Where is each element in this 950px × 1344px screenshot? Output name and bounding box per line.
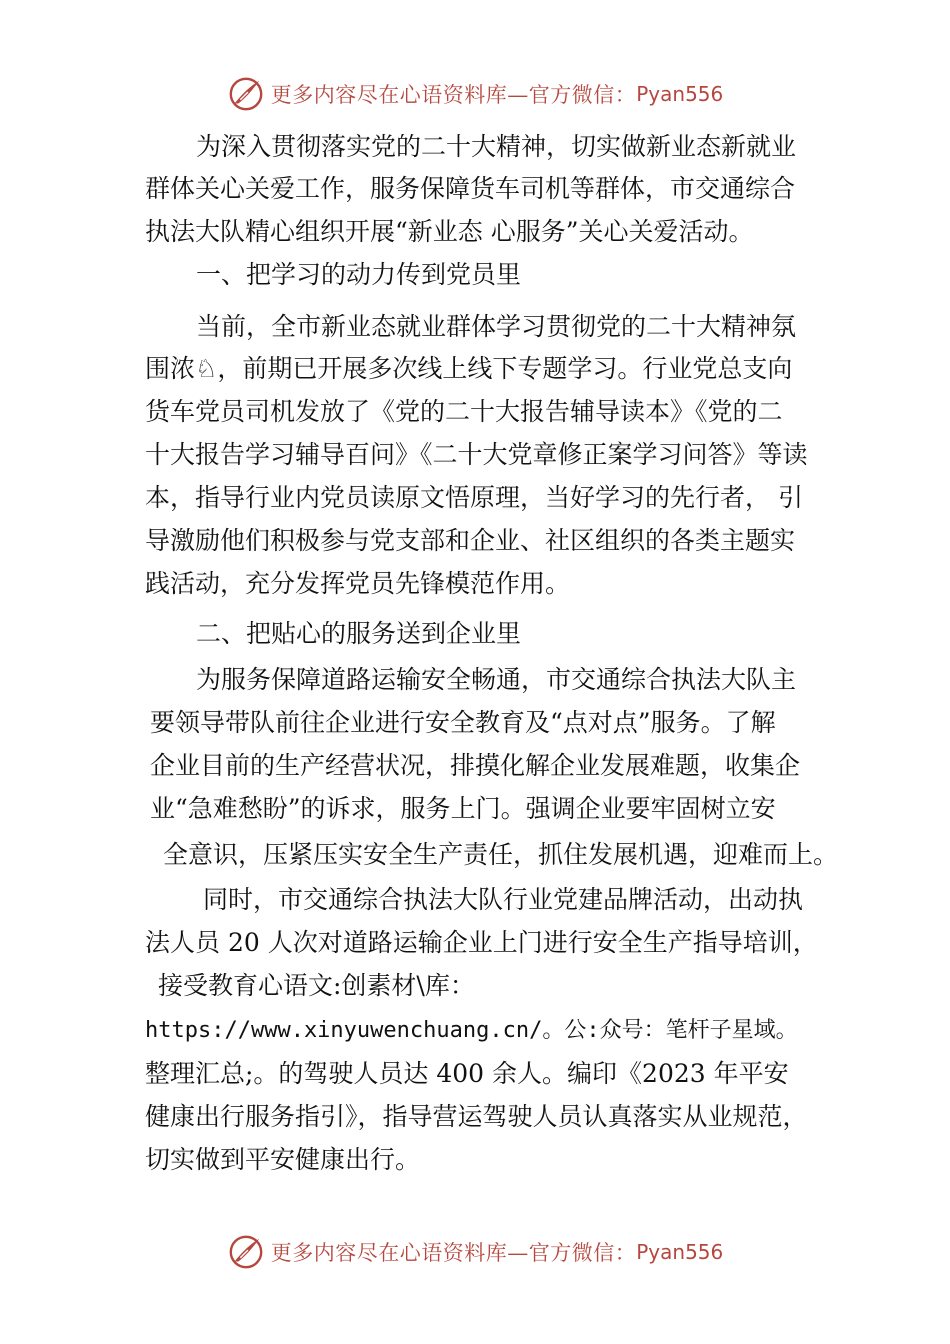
feather-circle-logo-icon [227,1233,265,1271]
banner-text: 更多内容尽在心语资料库—官方微信： [270,83,637,107]
paragraph-line: 执法大队精心组织开展“新业态 心服务”关心关爱活动。 [145,217,754,246]
paragraph-line: 群体关心关爱工作，服务保障货车司机等群体，市交通综合 [145,174,796,203]
paragraph-line: 业“急难愁盼”的诉求，服务上门。强调企业要牢固树立安 [150,794,776,823]
paragraph-line: 企业目前的生产经营状况，排摸化解企业发展难题，收集企 [150,751,801,780]
paragraph-line: 接受教育心语文:创素材\库： [158,971,475,1000]
paragraph-line: 十大报告学习辅导百问》《二十大党章修正案学习问答》等读 [145,440,808,469]
paragraph-line: 当前，全市新业态就业群体学习贯彻党的二十大精神氛 [196,312,797,341]
paragraph-line: 健康出行服务指引》，指导营运驾驶人员认真落实从业规范， [145,1102,808,1131]
paragraph-line: 为深入贯彻落实党的二十大精神，切实做新业态新就业 [196,132,797,161]
paragraph-line: 法人员 20 人次对道路运输企业上门进行安全生产指导培训， [145,928,818,957]
paragraph-line: 为服务保障道路运输安全畅通，市交通综合执法大队主 [196,665,797,694]
paragraph-line: 围浓♘，前期已开展多次线上线下专题学习。行业党总支向 [145,354,793,383]
paragraph-line: 要领导带队前往企业进行安全教育及“点对点”服务。了解 [150,708,776,737]
paragraph-line: 本，指导行业内党员读原文悟原理，当好学习的先行者， 引 [145,483,803,512]
paragraph-line: 整理汇总;。的驾驶人员达 400 余人。编印《2023 年平安 [145,1059,789,1088]
banner-wechat-id: Pyan556 [636,82,724,106]
banner-text: 更多内容尽在心语资料库—官方微信： [270,1241,637,1265]
section-heading: 二、把贴心的服务送到企业里 [196,619,522,648]
banner-wechat-id: Pyan556 [636,1240,724,1264]
paragraph-line: 同时，市交通综合执法大队行业党建品牌活动，出动执 [203,885,804,914]
section-heading: 一、把学习的动力传到党员里 [196,260,522,289]
paragraph-line: 导激励他们积极参与党支部和企业、社区组织的各类主题实 [145,526,796,555]
paragraph-line: 货车党员司机发放了《党的二十大报告辅导读本》《党的二 [145,397,783,426]
feather-circle-logo-icon [227,75,265,113]
paragraph-line: 切实做到平安健康出行。 [145,1145,421,1174]
paragraph-line: 践活动，充分发挥党员先锋模范作用。 [145,569,571,598]
paragraph-line: 全意识，压紧压实安全生产责任，抓住发展机遇，迎难而上。 [163,840,839,869]
footer-banner [0,1230,950,1274]
paragraph-line-url: https://www.xinyuwenchuang.cn/。公:众号：笔杆子星域。 [145,1018,798,1043]
header-banner [0,72,950,116]
